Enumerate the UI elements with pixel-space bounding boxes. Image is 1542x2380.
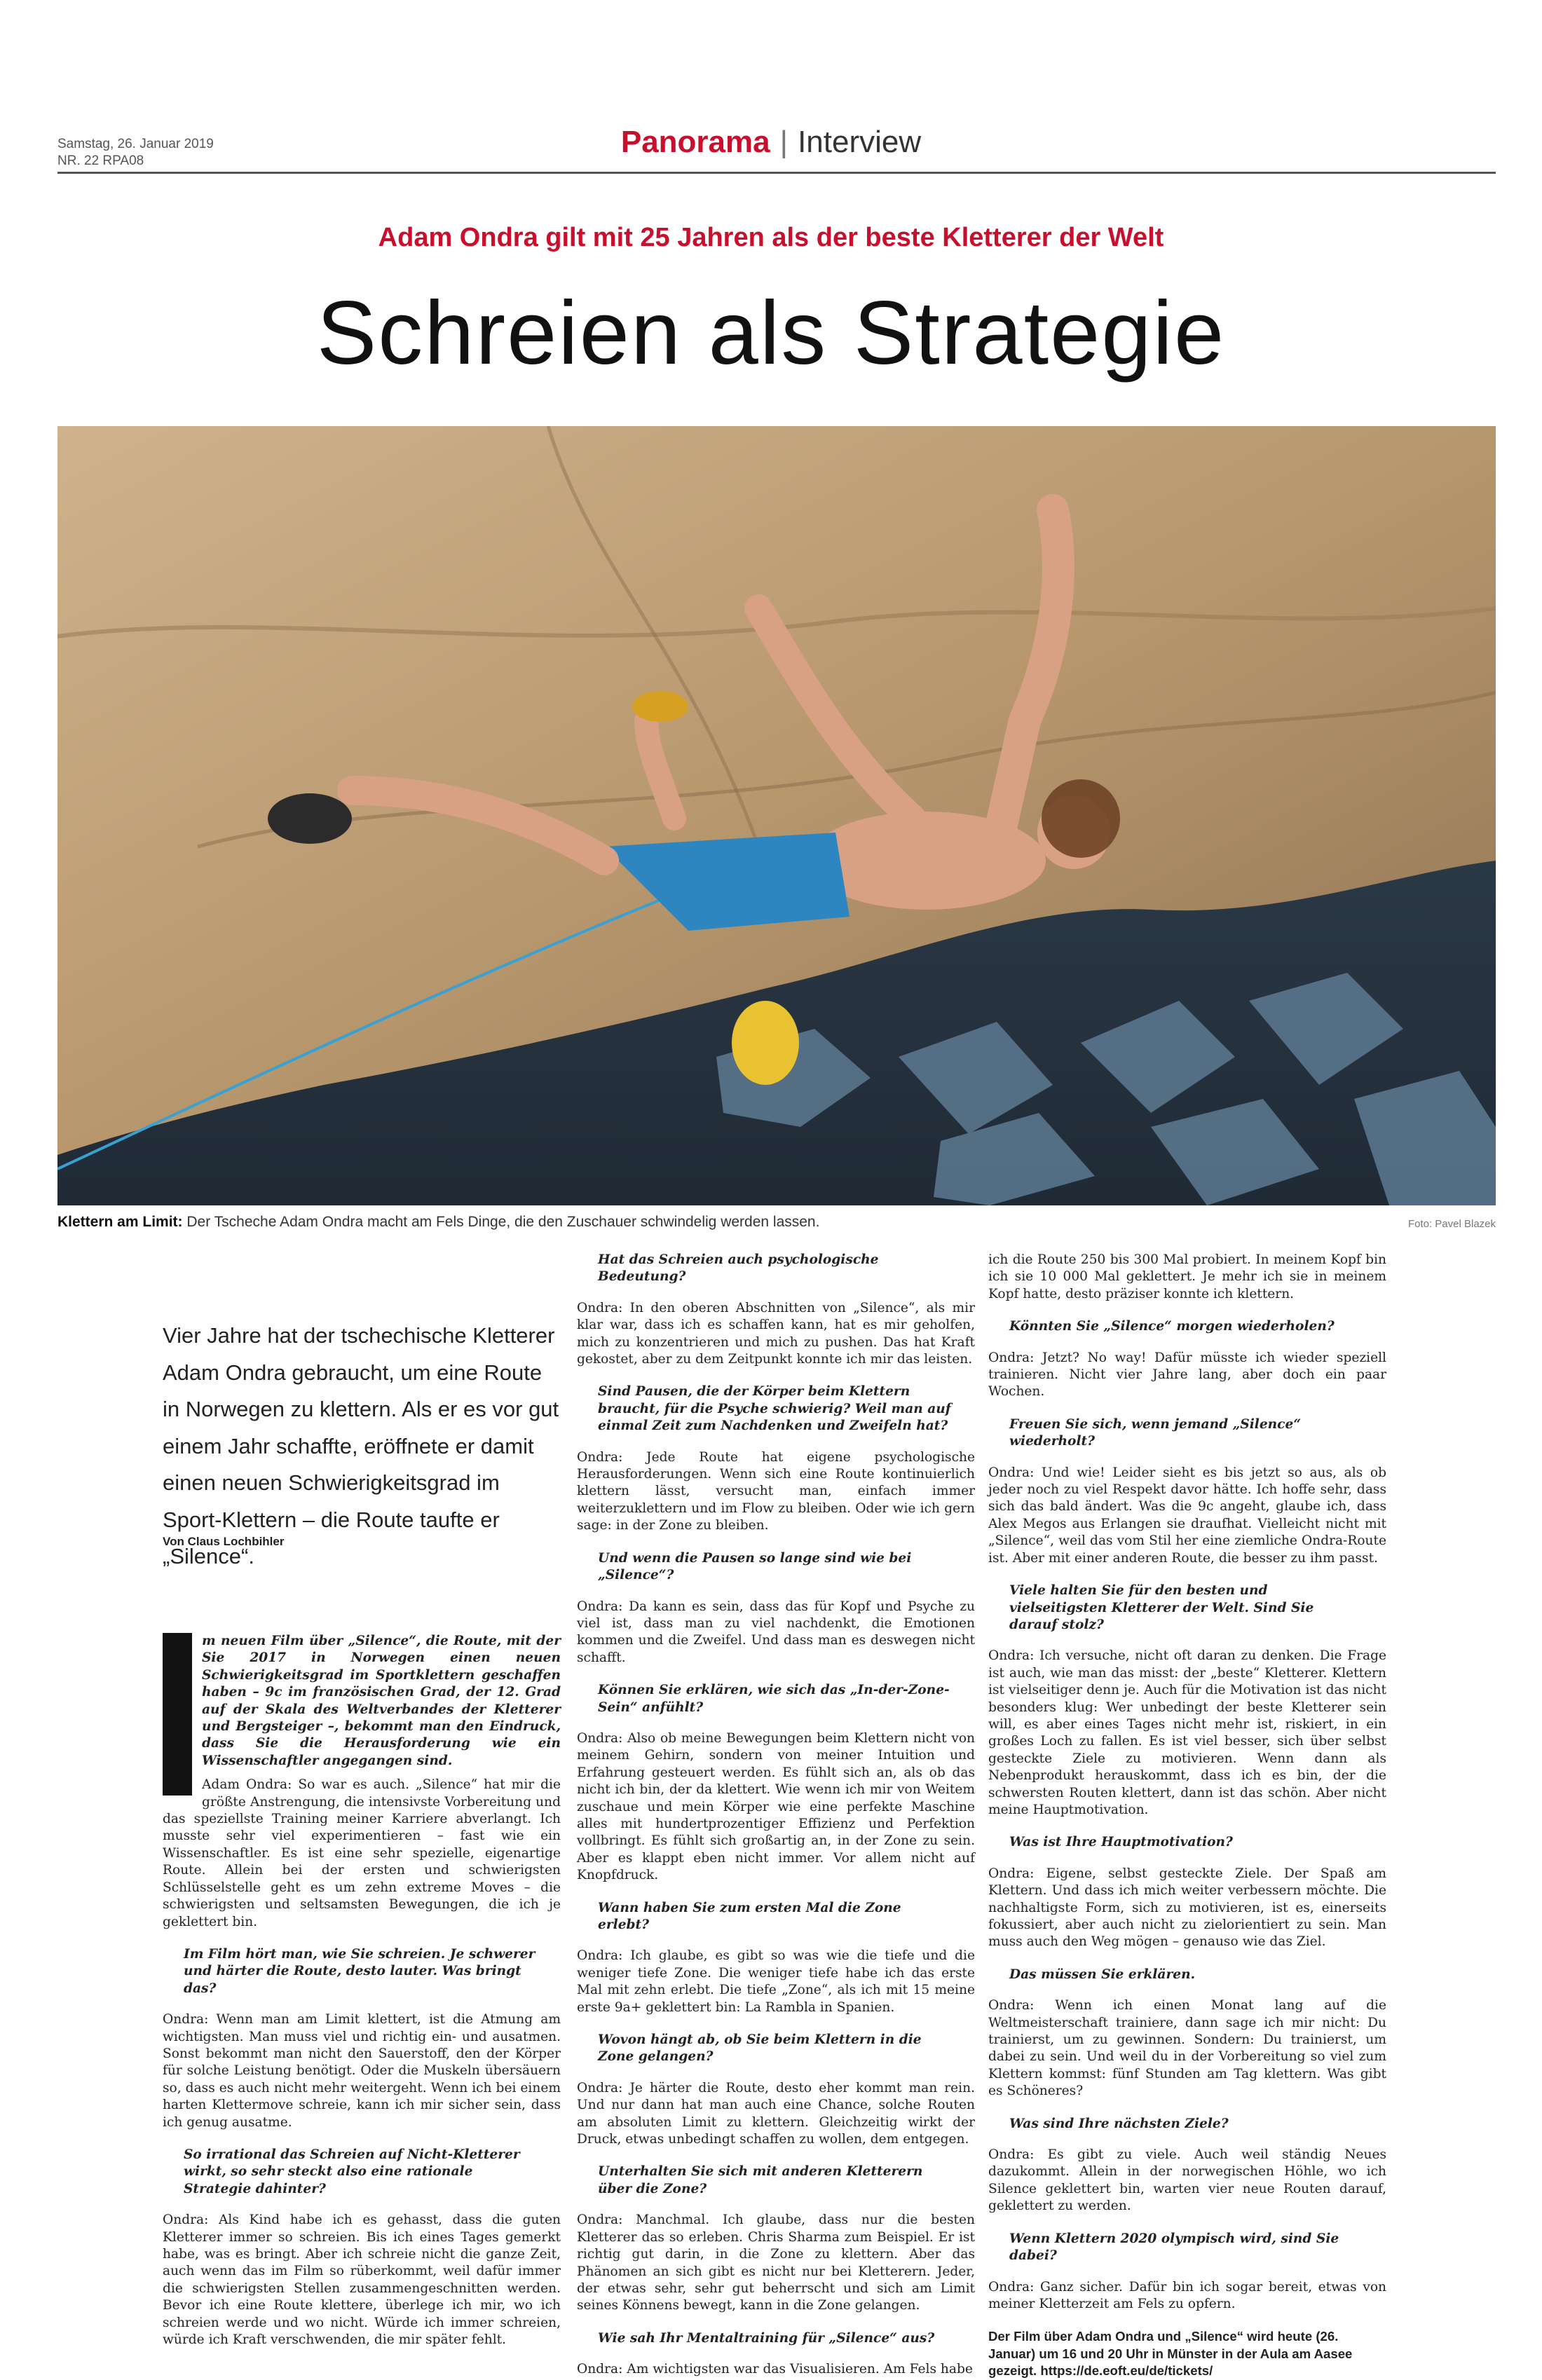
question: Was sind Ihre nächsten Ziele? — [1009, 2116, 1229, 2131]
question: Sind Pausen, die der Körper beim Klettern braucht, für die Psyche schwierig? Weil man auf einmal Zeit zum Nachdenken und Zweifeln hat? — [598, 1384, 951, 1434]
header-rule — [57, 172, 1496, 174]
headline: Schreien als Strategie — [316, 283, 1226, 383]
answer: Adam Ondra: So war es auch. „Silence“ hat mir die größte Anstrengung, die intensivste Vorbereitung und das speziellste Training meiner Karriere abverlangt. Ich musste sehr viel experimentieren – fast wie ein Wissenschaftler. Es ist eine sehr spezielle, eigenartige Route. Allein bei der ersten und schwierigsten Schlüsselstelle geht es um zehn extreme Moves – die schwierigsten und seltsamsten Bewegungen, die ich je geklettert bin. — [163, 1777, 561, 1929]
answer: Ondra: Also ob meine Bewegungen beim Klettern nicht von meinem Gehirn, sondern von meiner Intuition und Erfahrung gesteuert werden. Es fühlt sich an, als ob das nicht ich bin, der da klettert. Wie wenn ich mir von Weitem zuschaue und mein Körper wie eine perfekte Maschine alles mit hundertprozentiger Effizienz und Perfektion vollbringt. Es fühlt sich großartig an, in der Zone zu sein. Aber es klappt eben nicht immer. Vor allem nicht auf Knopfdruck. — [577, 1730, 975, 1883]
answer: Ondra: Je härter die Route, desto eher kommt man rein. Und nur dann hat man auch eine Chance, solche Routen am absoluten Limit zu klettern. Gleichzeitig wirkt der Druck, etwas unbedingt schaffen zu wollen, dem entgegen. — [577, 2080, 975, 2147]
answer: Ondra: Ganz sicher. Dafür bin ich sogar bereit, etwas von meiner Kletterzeit am Fels zu opfern. — [988, 2279, 1386, 2311]
section-name: Panorama — [620, 125, 770, 159]
kicker: Adam Ondra gilt mit 25 Jahren als der beste Kletterer der Welt — [378, 223, 1164, 252]
answer: Ondra: Es gibt zu viele. Auch weil ständig Neues dazukommt. Allein in der norwegischen Höhle, wo ich Silence geklettert bin, warten vier neue Routen darauf, geklettert zu werden. — [988, 2147, 1386, 2214]
section-heading — [0, 125, 1542, 160]
question: Das müssen Sie erklären. — [1009, 1967, 1196, 1982]
answer: ich die Route 250 bis 300 Mal probiert. In meinem Kopf bin ich sie 10 000 Mal geklettert. Je mehr ich sie in meinem Kopf hatte, desto präziser konnte ich klettern. — [988, 1252, 1386, 1301]
event-note: Der Film über Adam Ondra und „Silence“ wird heute (26. Januar) um 16 und 20 Uhr in Münster in der Aula am Aasee gezeigt. https://de.eoft.eu/de/tickets/ — [988, 2329, 1353, 2379]
answer: Ondra: Wenn man am Limit klettert, ist die Atmung am wichtigsten. Man muss viel und richtig ein- und ausatmen. Sonst bekommt man nicht den Sauerstoff, den der Körper für solche Leistung benötigt. Oder die Muskeln übersäuern so, dass es auch nicht mehr weitergeht. Wenn ich bei einem harten Klettermove schreie, kann ich mir sicher sein, dass ich genug ausatme. — [163, 2012, 561, 2130]
caption-text: Der Tscheche Adam Ondra macht am Fels Dinge, die den Zuschauer schwindelig werden lassen. — [186, 1214, 820, 1230]
issue-date: Samstag, 26. Januar 2019 — [57, 137, 214, 151]
photo-credit: Foto: Pavel Blazek — [1407, 1218, 1496, 1230]
question: Wovon hängt ab, ob Sie beim Klettern in die Zone gelangen? — [598, 2032, 922, 2065]
section-divider: | — [779, 125, 789, 159]
question: Unterhalten Sie sich mit anderen Kletterern über die Zone? — [598, 2164, 923, 2196]
column-1 — [163, 1633, 561, 2348]
question: Können Sie erklären, wie sich das „In-der-Zone-Sein“ anfühlt? — [598, 1683, 950, 1715]
drop-cap-bar — [163, 1633, 192, 1796]
answer: Ondra: Eigene, selbst gesteckte Ziele. Der Spaß am Klettern. Und dass ich mich weiter verbessern möchte. Die nachhaltigste Form, sich zu motivieren, ist es, einerseits fokussiert, aber auch nicht zu zielorientiert zu sein. Man muss auch den Weg mögen – genauso wie das Ziel. — [988, 1866, 1386, 1950]
question: Viele halten Sie für den besten und vielseitigsten Kletterer der Welt. Sind Sie darauf stolz? — [1009, 1583, 1314, 1632]
subsection-name: Interview — [798, 125, 922, 159]
answer: Ondra: Ich glaube, es gibt so was wie die tiefe und die weniger tiefe Zone. Die weniger tiefe habe ich das erste Mal mit zehn erlebt. Die tiefe „Zone“, als ich mit 15 meine erste 9a+ geklettert bin: La Rambla in Spanien. — [577, 1948, 975, 2015]
answer: Ondra: Am wichtigsten war das Visualisieren. Am Fels habe — [577, 2362, 973, 2377]
question: Im Film hört man, wie Sie schreien. Je schwerer und härter die Route, desto lauter. Was bringt das? — [184, 1946, 535, 1996]
caption-label: Klettern am Limit: — [57, 1214, 183, 1230]
question: Und wenn die Pausen so lange sind wie bei „Silence“? — [598, 1550, 912, 1583]
climber-photo — [57, 426, 1496, 1205]
column-2 — [577, 1252, 975, 2379]
answer: Ondra: Jetzt? No way! Dafür müsste ich wieder speziell trainieren. Nicht vier Jahre lang, aber doch ein paar Wochen. — [988, 1350, 1386, 1400]
question: Freuen Sie sich, wenn jemand „Silence“ wiederholt? — [1009, 1416, 1302, 1449]
issue-number: NR. 22 RPA08 — [57, 153, 144, 168]
photo-caption — [57, 1214, 819, 1231]
answer: Ondra: Jede Route hat eigene psychologische Herausforderungen. Wenn sich eine Route kontinuierlich klettern lässt, versucht man, einfach immer weiterzuklettern und im Flow zu bleiben. Oder wie ich gern sage: in der Zone zu bleiben. — [577, 1449, 975, 1533]
answer: Ondra: In den oberen Abschnitten von „Silence“, als mir klar war, dass ich es schaffen kann, hat es mir geholfen, mich zu konzentrieren und mich zu pushen. Das hat Kraft gekostet, aber zu dem Zeitpunkt konnte ich mir das leisten. — [577, 1300, 975, 1367]
question: So irrational das Schreien auf Nicht-Kletterer wirkt, so sehr steckt also eine rationale Strategie dahinter? — [184, 2147, 520, 2196]
intro-question: m neuen Film über „Silence“, die Route, mit der Sie 2017 in Norwegen einen neuen Schwierigkeitsgrad im Sportklettern geschaffen haben – 9c im französischen Grad, der 12. Grad auf der Skala des Weltverbandes der Kletterer und Bergsteiger –, bekommt man den Eindruck, dass Sie die Herausforderung wie ein Wissenschaftler angegangen sind. — [202, 1634, 561, 1768]
answer: Ondra: Da kann es sein, dass das für Kopf und Psyche zu viel ist, dass man zu viel nachdenkt, die Emotionen kommen und die Zweifel. Und dass man es deswegen nicht schafft. — [577, 1599, 975, 1665]
question: Wenn Klettern 2020 olympisch wird, sind Sie dabei? — [1009, 2231, 1339, 2264]
question: Könnten Sie „Silence“ morgen wiederholen? — [1009, 1319, 1335, 1334]
question: Wann haben Sie zum ersten Mal die Zone erlebt? — [598, 1900, 901, 1932]
answer: Ondra: Ich versuche, nicht oft daran zu denken. Die Frage ist auch, wie man das misst: der „beste“ Kletterer. Klettern ist vielseitiger denn je. Auch für die Motivation ist das nicht besonders klug: Wer unbedingt der beste Kletterer sein will, es aber eines Tages nicht mehr ist, riskiert, in ein großes Loch zu fallen. Es ist viel besser, sich über selbst gesteckte Ziele zu motivieren. Wenn dann als Nebenprodukt herauskommt, dass ich es bin, der die schwersten Routen klettert, dann ist das schön. Aber nicht meine Hauptmotivation. — [988, 1648, 1386, 1817]
column-3 — [988, 1252, 1386, 2380]
question: Was ist Ihre Hauptmotivation? — [1009, 1835, 1233, 1850]
byline: Von Claus Lochbihler — [163, 1535, 285, 1548]
answer: Ondra: Als Kind habe ich es gehasst, dass die guten Kletterer immer so schreien. Bis ich eines Tages gemerkt habe, was es bringt. Aber ich schreie nicht die ganze Zeit, auch wenn das im Film so rüberkommt, weil dafür immer die schwierigsten Stellen zusammengeschnitten werden. Bevor ich eine Route klettere, überlege ich mir, wo ich schreien werde und wo nicht. Würde ich immer schreien, würde ich Kraft verschwenden, die mir später fehlt. — [163, 2213, 561, 2348]
question: Hat das Schreien auch psychologische Bedeutung? — [598, 1252, 879, 1285]
question: Wie sah Ihr Mentaltraining für „Silence“ aus? — [598, 2330, 935, 2346]
answer: Ondra: Manchmal. Ich glaube, dass nur die besten Kletterer das so erleben. Chris Sharma zum Beispiel. Er ist richtig gut darin, in die Zone zu klettern. Aber das Phänomen an sich gibt es nicht nur bei Kletterern. Jeder, der etwas sehr, sehr gut beherrscht und sich am Limit seines Könnens bewegt, kann in die Zone gelangen. — [577, 2213, 975, 2313]
lead-paragraph: Vier Jahre hat der tschechische Kletterer Adam Ondra gebraucht, um eine Route in Norwegen zu klettern. Als er es vor gut einem Jahr schaffte, eröffnete er damit einen neuen Schwierigkeitsgrad im Sport-Klettern – die Route taufte er „Silence“. — [163, 1323, 559, 1568]
answer: Ondra: Wenn ich einen Monat lang auf die Weltmeisterschaft trainiere, dann sage ich mir nicht: Du trainierst, um zu gewinnen. Sondern: Du trainierst, um dabei zu sein. Und weil du in der Vorbereitung so viel zum Klettern kommst: fünf Stunden am Tag klettern. Was gibt es Schöneres? — [988, 1998, 1386, 2099]
answer: Ondra: Und wie! Leider sieht es bis jetzt so aus, als ob jeder noch zu viel Respekt davor hätte. Ich hoffe sehr, dass sich das bald ändert. Was die 9c angeht, glaube ich, dass Alex Megos aus Erlangen sie draufhat. Vielleicht nicht mit „Silence“, weil das vom Stil her eine ziemliche Ondra-Route ist. Aber mit einer anderen Route, die besser zu ihm passt. — [988, 1465, 1386, 1566]
